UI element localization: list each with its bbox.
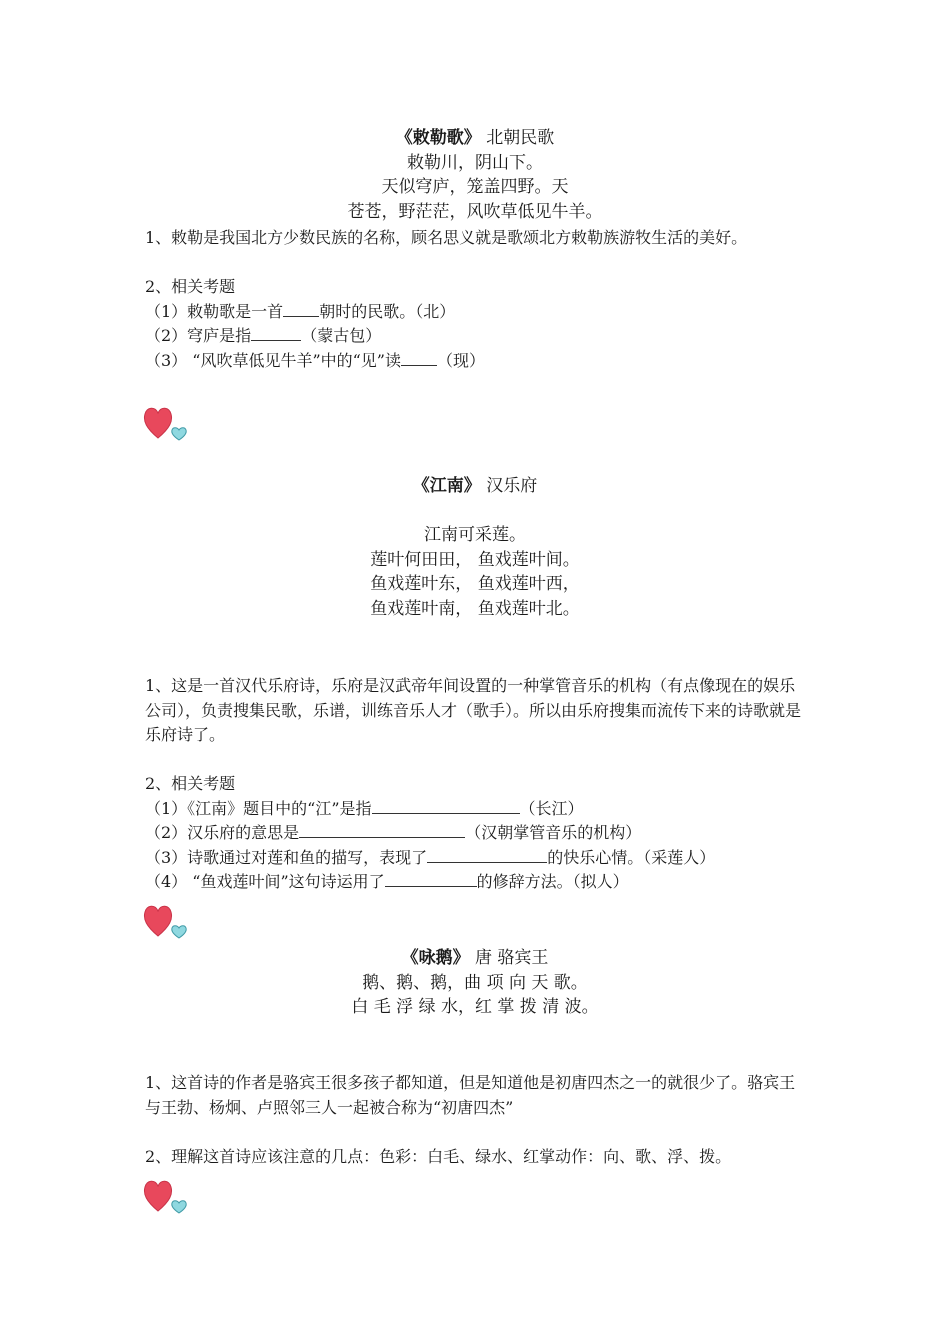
poem2-note-2-heading: 2、相关考题 (145, 774, 236, 793)
hearts-icon (143, 1175, 193, 1215)
hearts-icon (143, 402, 193, 442)
poem1-notes (145, 226, 805, 373)
poem2-line-1: 江南可采莲。 (424, 525, 526, 545)
poem1-title: 《敕勒歌》 (395, 128, 481, 148)
poem2-line-4: 鱼戏莲叶南， 鱼戏莲叶北。 (370, 598, 580, 619)
poem3-note-1: 1、这首诗的作者是骆宾王很多孩子都知道，但是知道他是初唐四杰之一的就很少了。骆宾王与王勃、杨炯、卢照邻三人一起被合称为“初唐四杰” (145, 1073, 796, 1117)
answer-blank (427, 846, 547, 863)
poem1-question-1: （1）敕勒歌是一首 朝时的民歌。（北） (145, 301, 456, 321)
answer-blank (401, 349, 437, 366)
poem1-author: 北朝民歌 (486, 128, 555, 148)
poem2-title: 《江南》 (412, 476, 481, 496)
poem2-question-1: （1）《江南》题目中的“江”是指 （长江） (145, 798, 584, 818)
poem2-line-3: 鱼戏莲叶东， 鱼戏莲叶西， (370, 574, 580, 594)
poem3-notes (145, 1071, 805, 1169)
poem1-title-line (0, 126, 950, 151)
poem1-note-2-heading: 2、相关考题 (145, 277, 236, 296)
poem2-line-2: 莲叶何田田， 鱼戏莲叶间。 (370, 549, 580, 570)
answer-blank (299, 821, 465, 838)
poem3-note-2: 2、理解这首诗应该注意的几点：色彩：白毛、绿水、红掌动作：向、歌、浮、拨。 (145, 1146, 732, 1166)
poem3-line-2: 白 毛 浮 绿 水，红 掌 拨 清 波。 (351, 997, 599, 1017)
poem2-question-4: （4） “鱼戏莲叶间”这句诗运用了 的修辞方法。（拟人） (145, 872, 629, 891)
poem1-note-1: 1、敕勒是我国北方少数民族的名称，顾名思义就是歌颂北方敕勒族游牧生活的美好。 (145, 228, 748, 247)
poem2-title-line (0, 474, 950, 499)
poem2-verse (0, 474, 950, 621)
poem1-line-2: 天似穹庐，笼盖四野。天 (381, 177, 569, 197)
poem1-question-2: （2）穹庐是指 （蒙古包） (145, 326, 382, 345)
poem2-author: 汉乐府 (486, 476, 538, 496)
poem1-verse (0, 126, 950, 224)
poem2-notes (145, 674, 805, 895)
answer-blank (283, 300, 319, 317)
poem2-question-3: （3）诗歌通过对莲和鱼的描写，表现了 的快乐心情。（采莲人） (145, 847, 716, 867)
hearts-icon (143, 900, 193, 940)
poem3-verse (0, 946, 950, 1020)
poem3-author: 唐 骆宾王 (475, 948, 549, 968)
poem1-line-3: 苍苍，野茫茫，风吹草低见牛羊。 (347, 201, 603, 222)
answer-blank (372, 797, 520, 814)
answer-blank (251, 324, 301, 341)
poem2-note-1: 1、这是一首汉代乐府诗，乐府是汉武帝年间设置的一种掌管音乐的机构（有点像现在的娱乐公司），负责搜集民歌，乐谱，训练音乐人才（歌手）。所以由乐府搜集而流传下来的诗歌就是乐府诗了。 (145, 676, 802, 744)
poem1-line-1: 敕勒川，阴山下。 (407, 152, 543, 173)
poem3-title-line (0, 946, 950, 971)
poem3-line-1: 鹅、鹅、鹅，曲 项 向 天 歌。 (362, 972, 588, 993)
poem1-question-3: （3） “风吹草低见牛羊”中的“见”读 （现） (145, 350, 486, 370)
answer-blank (385, 870, 477, 887)
poem2-question-2: （2）汉乐府的意思是 （汉朝掌管音乐的机构） (145, 823, 642, 842)
poem3-title: 《咏鹅》 (401, 948, 470, 968)
